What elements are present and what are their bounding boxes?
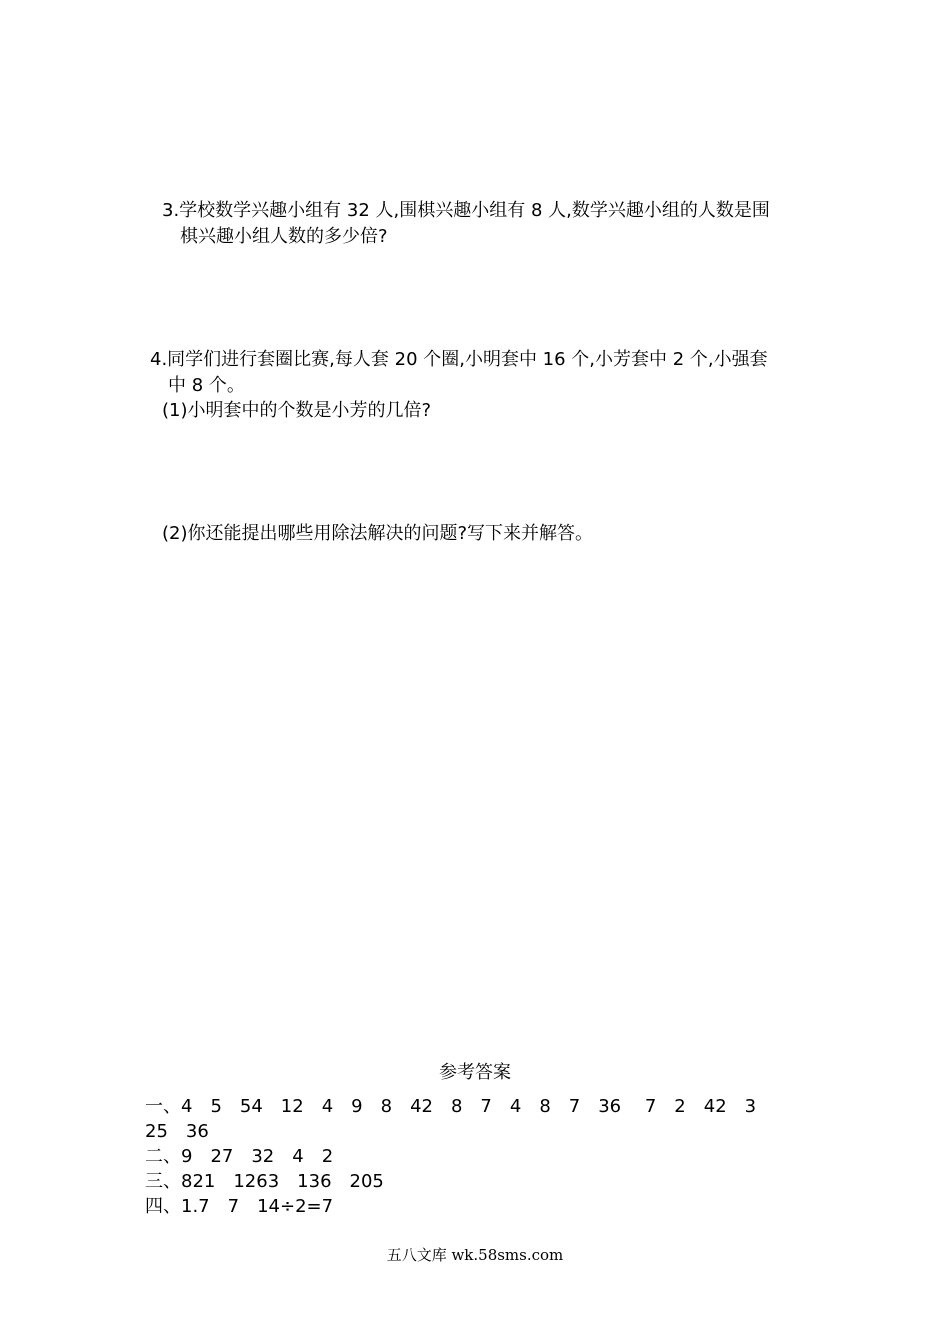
question-4-line-1: 4.同学们进行套圈比赛,每人套 20 个圈,小明套中 16 个,小芳套中 2 个,小强套 [150, 349, 768, 370]
question-3 [162, 198, 812, 250]
footer-watermark: 五八文库 wk.58sms.com [386, 1246, 564, 1264]
answers-part-3: 三、821 1263 136 205 [145, 1171, 384, 1192]
answers-part-2: 二、9 27 32 4 2 [145, 1146, 334, 1167]
question-3-line-2: 棋兴趣小组人数的多少倍? [180, 226, 388, 247]
answers-part-1 [145, 1094, 815, 1144]
question-4-subquestion-2: (2)你还能提出哪些用除法解决的问题?写下来并解答。 [162, 523, 594, 544]
question-4-line-2: 中 8 个。 [168, 375, 245, 396]
answers-part-4: 四、1.7 7 14÷2=7 [145, 1196, 334, 1217]
answers-part-1-line-1: 一、4 5 54 12 4 9 8 42 8 7 4 8 7 36 7 2 42 3 [145, 1096, 757, 1117]
question-4-subquestion-1: (1)小明套中的个数是小芳的几倍? [162, 400, 432, 421]
answers-title: 参考答案 [439, 1062, 511, 1083]
question-4 [150, 347, 812, 399]
question-3-line-1: 3.学校数学兴趣小组有 32 人,围棋兴趣小组有 8 人,数学兴趣小组的人数是围 [162, 200, 770, 221]
answers-part-1-line-2: 25 36 [145, 1121, 209, 1142]
